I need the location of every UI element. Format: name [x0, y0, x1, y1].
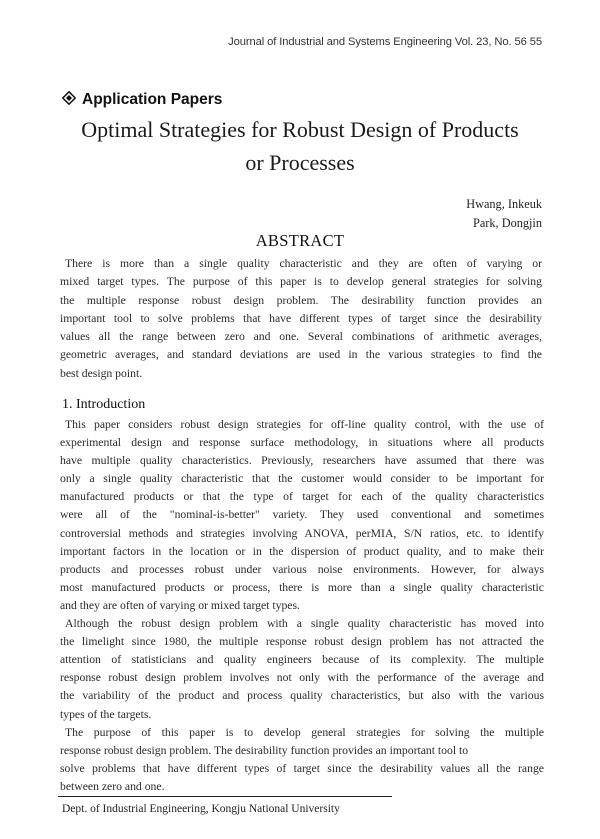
abstract-line: important tool to solve problems that have different types of target since the desirability — [60, 311, 542, 325]
footnote-divider — [58, 796, 392, 797]
body-line: the variability of the product and process quality characteristics, but also with the various — [60, 689, 544, 703]
author-affiliation-footnote: Dept. of Industrial Engineering, Kongju National University — [62, 803, 340, 815]
body-line: solve problems that have different types of target since the desirability values all the range — [60, 761, 544, 775]
title-line: Optimal Strategies for Robust Design of Products — [81, 117, 519, 142]
abstract-heading: ABSTRACT — [255, 231, 345, 250]
body-line: manufactured products or that the type of target for each of the quality characteristics — [60, 490, 544, 504]
section-label-text: Application Papers — [82, 91, 223, 108]
section-heading-introduction: 1. Introduction — [62, 397, 146, 412]
title-line: or Processes — [245, 150, 355, 175]
body-line: the limelight since 1980, the multiple response robust design problem has not attracted the — [60, 635, 544, 649]
body-line: have multiple quality characteristics. Previously, researchers have assumed that there was — [60, 454, 544, 468]
body-line: response robust design problem involves not only with the performance of the average and — [60, 671, 544, 685]
section-label — [62, 91, 222, 109]
author-name: Park, Dongjin — [473, 216, 542, 230]
body-line: This paper considers robust design strategies for off-line quality control, with the use of — [65, 418, 544, 431]
running-header: Journal of Industrial and Systems Engineering Vol. 23, No. 56 55 — [228, 36, 542, 48]
body-line: response robust design problem. The desirability function provides an important tool to — [60, 743, 469, 757]
abstract-line: values all the range between zero and one. Several combinations of arithmetic averages, — [60, 330, 542, 344]
abstract-text — [60, 255, 542, 383]
body-line: were all of the "nominal-is-better" variety. They used conventional and sometimes — [60, 508, 544, 522]
body-line: and they are often of varying or mixed target types. — [60, 598, 300, 612]
abstract-line: There is more than a single quality characteristic and they are often of varying or — [65, 257, 542, 270]
paper-title — [40, 113, 560, 179]
body-line: most manufactured products or process, there is more than a single quality characteristic — [60, 580, 544, 594]
body-line: important factors in the location or in the dispersion of product quality, and to make their — [60, 544, 544, 558]
author-list — [466, 195, 542, 233]
body-line: controversial methods and strategies involving ANOVA, perMIA, S/N ratios, etc. to identify — [60, 526, 544, 540]
body-line: between zero and one. — [60, 779, 165, 793]
abstract-line: geometric averages, and standard deviations are used in the various strategies to find the — [60, 348, 542, 362]
abstract-line: best design point. — [60, 366, 143, 380]
body-line: types of the targets. — [60, 707, 152, 721]
body-line: attention of statisticians and quality engineers because of its complexity. The multiple — [60, 653, 544, 667]
body-line: only a single quality characteristic that the customer would consider to be important for — [60, 472, 544, 486]
diamond-bullet-icon — [62, 91, 76, 105]
body-line: products and processes robust under various noise environments. However, for always — [60, 562, 544, 576]
body-line: The purpose of this paper is to develop general strategies for solving the multiple — [65, 725, 544, 739]
body-line: Although the robust design problem with a single quality characteristic has moved into — [65, 617, 544, 631]
abstract-line: the multiple response robust design problem. The desirability function provides an — [60, 293, 542, 307]
body-line: experimental design and response surface methodology, in situations where all products — [60, 436, 544, 450]
introduction-text — [60, 416, 544, 796]
abstract-line: mixed target types. The purpose of this paper is to develop general strategies for solving — [60, 275, 542, 289]
author-name: Hwang, Inkeuk — [466, 197, 542, 211]
